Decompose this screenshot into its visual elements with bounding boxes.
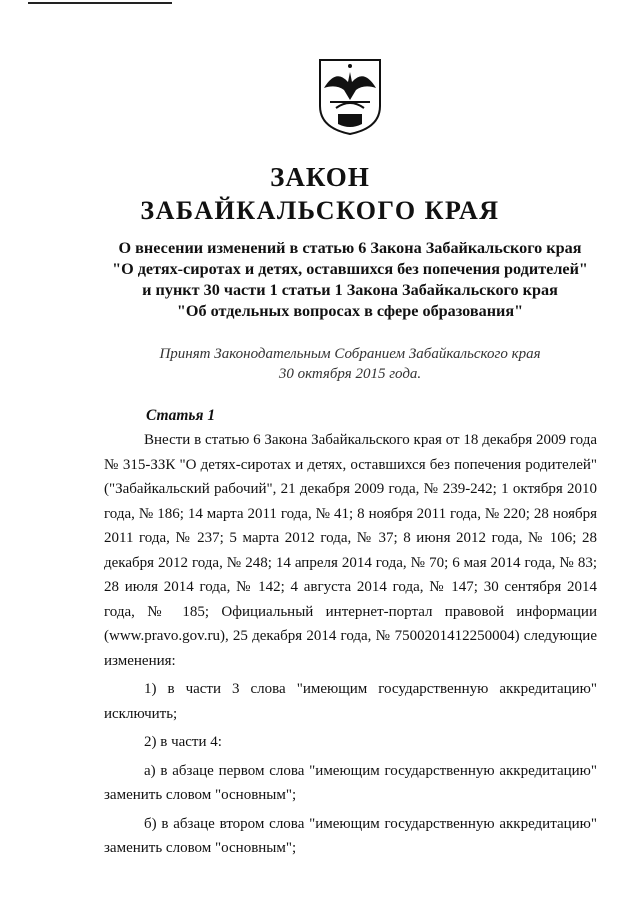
subtitle-line: "Об отдельных вопросах в сфере образования"	[176, 302, 524, 320]
law-subtitle	[60, 238, 640, 322]
top-border-line	[28, 2, 172, 4]
law-title-line1: ЗАКОН	[270, 162, 370, 192]
amendment-item-2a: а) в абзаце первом слова "имеющим государственную аккредитацию" заменить словом "основным";	[104, 762, 597, 803]
coat-of-arms-icon	[318, 58, 382, 136]
subtitle-line: и пункт 30 части 1 статьи 1 Закона Забайкальского края	[142, 281, 558, 299]
adoption-date: 30 октября 2015 года.	[278, 366, 422, 382]
subtitle-line: О внесении изменений в статью 6 Закона Забайкальского края	[118, 239, 582, 257]
amendment-item-2b: б) в абзаце втором слова "имеющим государственную аккредитацию" заменить словом "основным";	[104, 815, 597, 856]
article-body	[104, 428, 597, 861]
article-heading: Статья 1	[146, 407, 216, 424]
adoption-note	[60, 344, 640, 384]
amendment-item-2: 2) в части 4:	[144, 734, 222, 750]
subtitle-line: "О детях-сиротах и детях, оставшихся без попечения родителей"	[112, 260, 588, 278]
article-intro-paragraph: Внести в статью 6 Закона Забайкальского края от 18 декабря 2009 года № 315-ЗЗК "О детях-сиротах и детях, оставшихся без попечения родителей" ("Забайкальский рабочий", 21 декабря 2009 года, № 239-242; 1 октября 2010 года, № 186; 14 марта 2011 года, № 41; 8 ноября 2011 года, № 220; 28 ноября 2011 года, № 237; 5 марта 2012 года, № 37; 8 июня 2012 года, № 106; 28 декабря 2012 года, № 248; 14 апреля 2014 года, № 70; 6 мая 2014 года, № 83; 28 июля 2014 года, № 142; 4 августа 2014 года, № 147; 30 сентября 2014 года, № 185; Официальный интернет-портал правовой информации (www.pravo.gov.ru), 25 декабря 2014 года, № 7500201412250004) следующие изменения:	[104, 432, 597, 669]
law-title-line2: ЗАБАЙКАЛЬСКОГО КРАЯ	[140, 196, 500, 225]
adoption-line1: Принят Законодательным Собранием Забайкальского края	[159, 346, 541, 362]
amendment-item-1: 1) в части 3 слова "имеющим государственную аккредитацию" исключить;	[104, 681, 597, 722]
